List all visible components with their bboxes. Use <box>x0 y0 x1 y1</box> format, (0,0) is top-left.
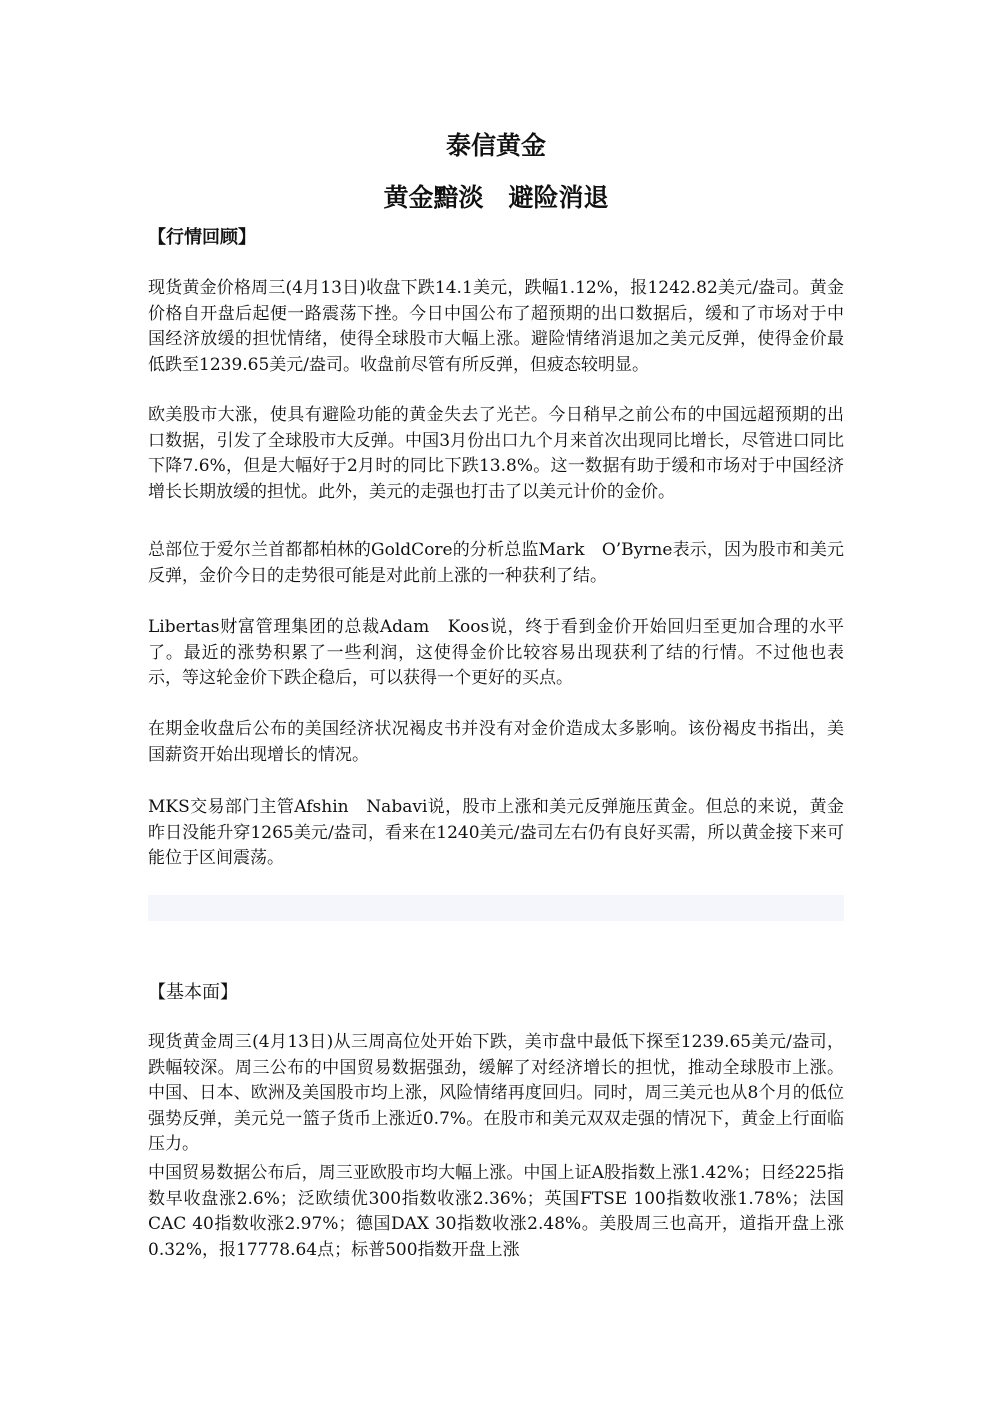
paragraph: 在期金收盘后公布的美国经济状况褐皮书并没有对金价造成太多影响。该份褐皮书指出，美国薪资开始出现增长的情况。 <box>148 719 844 765</box>
paragraph: MKS交易部门主管Afshin Nabavi说，股市上涨和美元反弹施压黄金。但总的来说，黄金昨日没能升穿1265美元/盎司，看来在1240美元/盎司左右仍有良好买需，所以黄金接下来可能位于区间震荡。 <box>148 797 844 868</box>
paragraph: Libertas财富管理集团的总裁Adam Koos说，终于看到金价开始回归至更加合理的水平了。最近的涨势积累了一些利润，这使得金价比较容易出现获利了结的行情。不过他也表示，等这轮金价下跌企稳后，可以获得一个更好的买点。 <box>148 617 844 688</box>
section-divider <box>148 895 844 921</box>
document-title: 泰信黄金 <box>445 131 546 160</box>
paragraph: 欧美股市大涨，使具有避险功能的黄金失去了光芒。今日稍早之前公布的中国远超预期的出口数据，引发了全球股市大反弹。中国3月份出口九个月来首次出现同比增长，尽管进口同比下降7.6%，但是大幅好于2月时的同比下跌13.8%。这一数据有助于缓和市场对于中国经济增长长期放缓的担忧。此外，美元的走强也打击了以美元计价的金价。 <box>148 405 844 502</box>
section-heading-fundamentals: 【基本面】 <box>148 982 238 1003</box>
paragraph: 中国贸易数据公布后，周三亚欧股市均大幅上涨。中国上证A股指数上涨1.42%；日经225指数早收盘涨2.6%；泛欧绩优300指数收涨2.36%；英国FTSE 100指数收涨1.78%；法国CAC 40指数收涨2.97%；德国DAX 30指数收涨2.48%。美股周三也高开，道指开盘上涨0.32%，报17778.64点；标普500指数开盘上涨 <box>148 1163 844 1260</box>
section-heading-market-review: 【行情回顾】 <box>148 227 256 248</box>
paragraph: 现货黄金价格周三(4月13日)收盘下跌14.1美元，跌幅1.12%，报1242.82美元/盎司。黄金价格自开盘后起便一路震荡下挫。今日中国公布了超预期的出口数据后，缓和了市场对于中国经济放缓的担忧情绪，使得全球股市大幅上涨。避险情绪消退加之美元反弹，使得金价最低跌至1239.65美元/盎司。收盘前尽管有所反弹，但疲态较明显。 <box>148 278 844 375</box>
document-subtitle: 黄金黯淡 避险消退 <box>383 183 609 212</box>
paragraph: 总部位于爱尔兰首都都柏林的GoldCore的分析总监Mark O’Byrne表示，因为股市和美元反弹，金价今日的走势很可能是对此前上涨的一种获利了结。 <box>148 540 844 586</box>
paragraph: 现货黄金周三(4月13日)从三周高位处开始下跌，美市盘中最低下探至1239.65美元/盎司，跌幅较深。周三公布的中国贸易数据强劲，缓解了对经济增长的担忧，推动全球股市上涨。中国、日本、欧洲及美国股市均上涨，风险情绪再度回归。同时，周三美元也从8个月的低位强势反弹，美元兑一篮子货币上涨近0.7%。在股市和美元双双走强的情况下，黄金上行面临压力。 <box>148 1032 844 1154</box>
